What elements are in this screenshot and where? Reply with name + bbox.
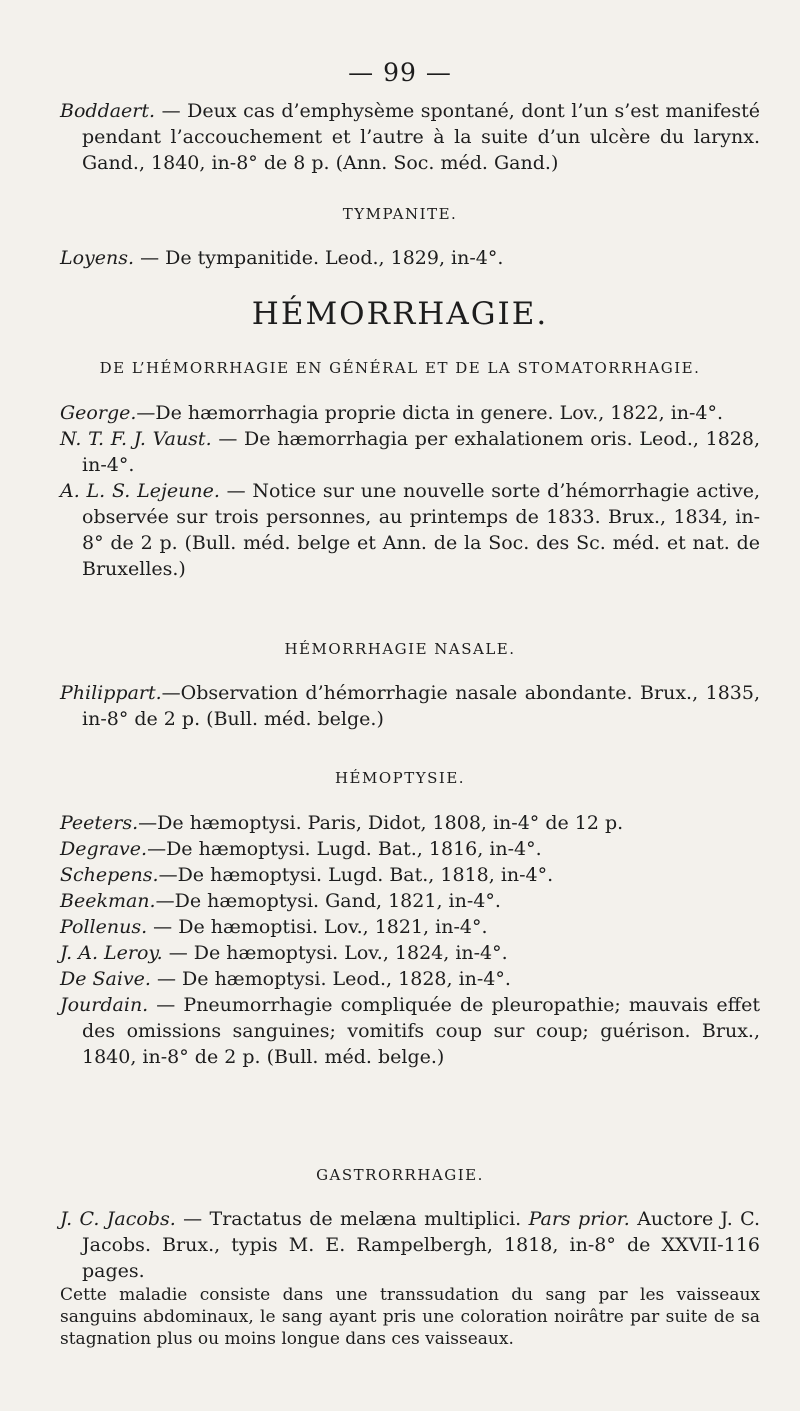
entry-text: — Tractatus de melæna multiplici. <box>175 1208 529 1230</box>
bib-entry <box>60 680 760 732</box>
entry-text: — De hæmorrhagia per exhalationem oris. Leod., 1828, in-4°. <box>82 428 760 476</box>
entry-text: —De hæmorrhagia proprie dicta in genere. Lov., 1822, in-4°. <box>136 402 724 424</box>
entry-author: George. <box>60 402 137 424</box>
entry-author: De Saive. <box>60 968 151 990</box>
entry-text: — De hæmoptisi. Lov., 1821, in-4°. <box>147 916 488 938</box>
entry-author: Jourdain. <box>60 994 149 1016</box>
entry-text: —Observation d’hémorrhagie nasale abondante. Brux., 1835, in-8° de 2 p. (Bull. méd. belge.) <box>82 682 760 730</box>
entry-author: J. C. Jacobs. <box>60 1208 176 1230</box>
bib-entry <box>60 400 760 426</box>
entry-text: —De hæmoptysi. Lugd. Bat., 1818, in-4°. <box>158 864 554 886</box>
entry-text: —De hæmoptysi. Paris, Didot, 1808, in-4° de 12 p. <box>138 812 624 834</box>
bib-entry <box>60 245 760 271</box>
bib-entry <box>60 914 760 940</box>
entry-author: Degrave. <box>60 838 148 860</box>
entry-text-continued: Auctore J. C. Jacobs. Brux., typis M. E. Rampelbergh, 1818, in-8° de XXVII-116 pages. <box>82 1208 760 1282</box>
entry-author: N. T. F. J. Vaust. <box>60 428 212 450</box>
entry-text: —De hæmoptysi. Lugd. Bat., 1816, in-4°. <box>147 838 542 860</box>
entry-author: J. A. Leroy. <box>60 942 163 964</box>
bib-entry <box>60 1206 760 1284</box>
section-heading-tympanite: TYMPANITE. <box>342 205 458 223</box>
bib-entry <box>60 98 760 176</box>
entry-emphasis: Pars prior. <box>528 1208 630 1230</box>
section-heading-hemoptysie: HÉMOPTYSIE. <box>334 769 466 787</box>
entry-note: Cette maladie consiste dans une transsudation du sang par les vaisseaux sanguins abdominaux, le sang ayant pris une coloration noirâtre par suite de sa stagnation plus ou moins longue dans ces vaisseaux. <box>60 1285 760 1349</box>
bib-entry <box>60 888 760 914</box>
entry-philippart-block <box>60 680 760 732</box>
entry-author: Schepens. <box>60 864 159 886</box>
bib-entry <box>60 966 760 992</box>
entry-text: — De tympanitide. Leod., 1829, in-4°. <box>134 247 504 269</box>
bib-entry <box>60 478 760 582</box>
section-heading-gastrorrhagie: GASTRORRHAGIE. <box>316 1166 484 1184</box>
entry-author: Loyens. <box>60 247 135 269</box>
entry-text: — De hæmoptysi. Lov., 1824, in-4°. <box>162 942 508 964</box>
bib-entry <box>60 862 760 888</box>
entry-author: Peeters. <box>60 812 139 834</box>
bib-entry <box>60 810 760 836</box>
entry-text: — Deux cas d’emphysème spontané, dont l’un s’est manifesté pendant l’accouchement et l’autre à la suite d’un ulcère du larynx. Gand., 1840, in-8° de 8 p. (Ann. Soc. méd. Gand.) <box>82 100 760 174</box>
entry-author: Philippart. <box>60 682 162 704</box>
page-number: — 99 — <box>348 58 452 87</box>
bib-entry <box>60 940 760 966</box>
bib-entry <box>60 836 760 862</box>
entry-author: Boddaert. <box>60 100 156 122</box>
entry-author: Beekman. <box>60 890 156 912</box>
entry-author: A. L. S. Lejeune. <box>60 480 220 502</box>
entry-text: —De hæmoptysi. Gand, 1821, in-4°. <box>155 890 501 912</box>
section-heading-nasale: HÉMORRHAGIE NASALE. <box>284 640 516 658</box>
entries-general-block <box>60 400 760 582</box>
entry-jacobs-block <box>60 1206 760 1350</box>
entry-loyens-block <box>60 245 760 271</box>
subheading-general: DE L’HÉMORRHAGIE EN GÉNÉRAL ET DE LA STOMATORRHAGIE. <box>99 359 701 377</box>
bib-entry <box>60 992 760 1070</box>
entry-text: — Pneumorrhagie compliquée de pleuropathie; mauvais effet des omissions sanguines; vomitifs coup sur coup; guérison. Brux., 1840, in-8° de 2 p. (Bull. méd. belge.) <box>82 994 760 1068</box>
entry-author: Pollenus. <box>60 916 148 938</box>
entry-boddaert-block <box>60 98 760 176</box>
section-heading-hemorrhagie: HÉMORRHAGIE. <box>251 296 549 332</box>
entries-hemoptysie-block <box>60 810 760 1070</box>
entry-text: — De hæmoptysi. Leod., 1828, in-4°. <box>150 968 511 990</box>
bib-entry <box>60 426 760 478</box>
entry-text: — Notice sur une nouvelle sorte d’hémorrhagie active, observée sur trois personnes, au printemps de 1833. Brux., 1834, in-8° de 2 p. (Bull. méd. belge et Ann. de la Soc. des Sc. méd. et nat. de Bruxelles.) <box>82 480 760 580</box>
